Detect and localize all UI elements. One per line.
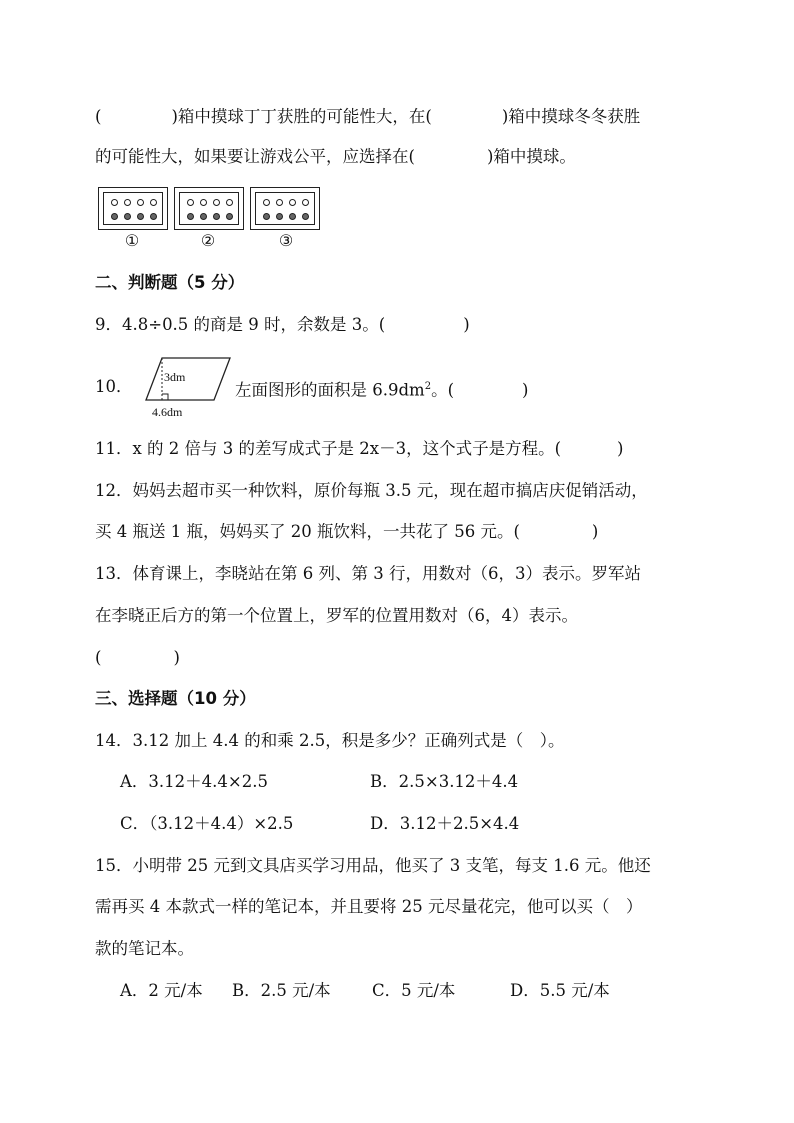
white-ball <box>302 199 309 206</box>
q15-option-c[interactable]: C．5 元/本 <box>372 981 456 1000</box>
white-ball <box>150 199 157 206</box>
parallelogram-figure <box>134 354 234 422</box>
white-ball <box>276 199 283 206</box>
q10-text: 左面图形的面积是 $6.9dm^2$。( ) <box>235 380 529 400</box>
white-ball <box>187 199 194 206</box>
white-ball <box>111 199 118 206</box>
q8-line-2: 的可能性大，如果要让游戏公平，应选择在( )箱中摸球。 <box>95 147 576 166</box>
ball-box <box>250 187 320 230</box>
gray-ball <box>276 213 283 220</box>
base-label: 4.6dm <box>152 405 183 419</box>
gray-ball <box>111 213 118 220</box>
q12-line-1: 12．妈妈去超市买一种饮料，原价每瓶 3.5 元，现在超市搞店庆促销活动， <box>95 481 648 500</box>
gray-ball <box>150 213 157 220</box>
ball-box <box>174 187 244 230</box>
section-2-title: 二、判断题（5 分） <box>95 273 245 292</box>
parallelogram-shape <box>146 358 230 400</box>
white-ball <box>263 199 270 206</box>
q10-number: 10． <box>95 377 133 396</box>
q9: 9．4.8÷0.5 的商是 9 时，余数是 3。( ) <box>95 315 470 334</box>
q13-line-2: 在李晓正后方的第一个位置上，罗军的位置用数对（6，4）表示。 <box>95 606 578 625</box>
gray-ball <box>226 213 233 220</box>
box-label: ② <box>200 231 216 250</box>
box-label: ③ <box>278 231 294 250</box>
white-ball <box>289 199 296 206</box>
section-3-title: 三、选择题（10 分） <box>95 689 256 708</box>
ball-box <box>98 187 168 230</box>
q15-option-b[interactable]: B．2.5 元/本 <box>232 981 331 1000</box>
ball-box-inner <box>103 192 163 225</box>
height-label: 3dm <box>164 370 186 384</box>
q15-line-2: 需再买 4 本款式一样的笔记本，并且要将 25 元尽量花完，他可以买（ ） <box>95 897 643 916</box>
q13-answer: ( ) <box>95 648 180 667</box>
q13-line-1: 13．体育课上，李晓站在第 6 列、第 3 行，用数对（6，3）表示。罗军站 <box>95 564 641 583</box>
q15-line-3: 款的笔记本。 <box>95 939 194 958</box>
q15-line-1: 15．小明带 25 元到文具店买学习用品，他买了 3 支笔，每支 1.6 元。他还 <box>95 856 651 875</box>
ball-box-inner <box>255 192 315 225</box>
gray-ball <box>302 213 309 220</box>
q15-option-a[interactable]: A．2 元/本 <box>120 981 203 1000</box>
q14-option-a[interactable]: A．3.12＋4.4×2.5 <box>120 772 268 791</box>
q11: 11．x 的 2 倍与 3 的差写成式子是 2x－3，这个式子是方程。( ) <box>95 439 624 458</box>
q12-line-2: 买 4 瓶送 1 瓶，妈妈买了 20 瓶饮料，一共花了 56 元。( ) <box>95 522 599 541</box>
white-ball <box>137 199 144 206</box>
q14-option-d[interactable]: D．3.12＋2.5×4.4 <box>370 814 520 833</box>
gray-ball <box>263 213 270 220</box>
white-ball <box>200 199 207 206</box>
white-ball <box>226 199 233 206</box>
gray-ball <box>213 213 220 220</box>
ball-box-inner <box>179 192 239 225</box>
gray-ball <box>200 213 207 220</box>
right-angle-mark <box>162 394 168 400</box>
q14-stem: 14．3.12 加上 4.4 的和乘 2.5，积是多少？正确列式是（ ）。 <box>95 731 565 750</box>
box-label: ① <box>124 231 140 250</box>
gray-ball <box>187 213 194 220</box>
q14-option-c[interactable]: C．（3.12＋4.4）×2.5 <box>120 814 294 833</box>
gray-ball <box>124 213 131 220</box>
gray-ball <box>289 213 296 220</box>
white-ball <box>124 199 131 206</box>
q14-option-b[interactable]: B．2.5×3.12＋4.4 <box>370 772 519 791</box>
gray-ball <box>137 213 144 220</box>
q8-line-1: ( )箱中摸球丁丁获胜的可能性大，在( )箱中摸球冬冬获胜 <box>95 107 641 126</box>
white-ball <box>213 199 220 206</box>
q15-option-d[interactable]: D．5.5 元/本 <box>510 981 610 1000</box>
